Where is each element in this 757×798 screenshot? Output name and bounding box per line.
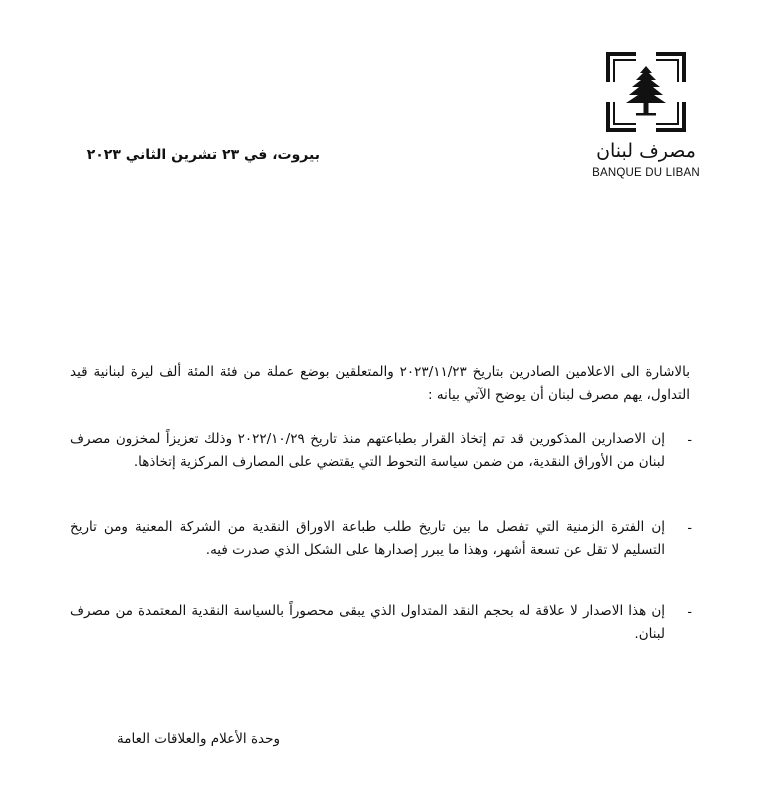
- bullet-dash: -: [687, 519, 692, 535]
- point-text: إن الاصدارين المذكورين قد تم إتخاذ القرار بطباعتهم منذ تاريخ ٢٠٢٢/١٠/٢٩ وذلك تعزيزاً لمخزون مصرف لبنان من الأوراق النقدية، من ضمن سياسة التحوط التي يقتضي على المصارف المركزية إتخاذها.: [70, 431, 665, 470]
- bank-name-arabic: مصرف لبنان: [596, 140, 696, 162]
- bank-name-latin: BANQUE DU LIBAN: [592, 167, 700, 179]
- list-item: [70, 516, 690, 562]
- intro-paragraph: بالاشارة الى الاعلامين الصادرين بتاريخ ٢٠٢٣/١١/٢٣ والمتعلقين بوضع عملة من فئة المئة ألف ليرة لبنانية قيد التداول، يهم مصرف لبنان أن يوضح الآتي بيانه :: [70, 364, 690, 403]
- list-item: [70, 600, 690, 646]
- point-text: إن هذا الاصدار لا علاقة له بحجم النقد المتداول الذي يبقى محصوراً بالسياسة النقدية المعتمدة من مصرف لبنان.: [70, 603, 665, 642]
- cedar-tree-icon: [606, 52, 686, 132]
- bullet-dash: -: [687, 603, 692, 619]
- bullet-dash: -: [687, 431, 692, 447]
- list-item: [70, 428, 690, 474]
- point-text: إن الفترة الزمنية التي تفصل ما بين تاريخ طلب طباعة الاوراق النقدية من الشركة المعنية ومن تاريخ التسليم لا تقل عن تسعة أشهر، وهذا ما يبرر إصدارها على الشكل الذي صدرت فيه.: [70, 519, 665, 558]
- signature: وحدة الأعلام والعلاقات العامة: [116, 731, 280, 747]
- dateline: بيروت، في ٢٣ تشرين الثاني ٢٠٢٣: [86, 147, 320, 163]
